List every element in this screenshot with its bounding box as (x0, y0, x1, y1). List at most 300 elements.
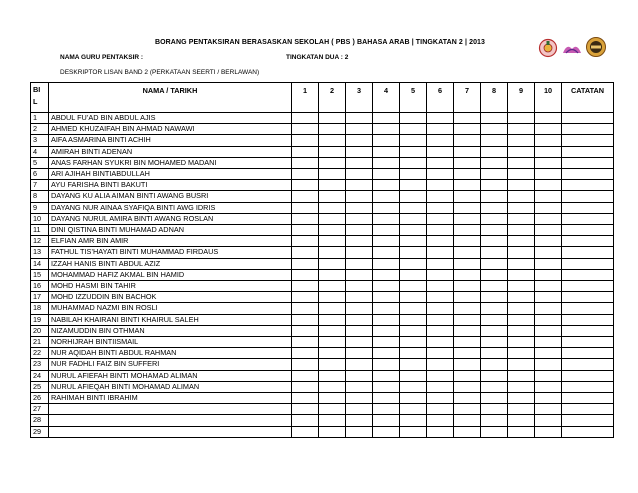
score-cell[interactable] (427, 135, 454, 146)
score-cell[interactable] (508, 381, 535, 392)
notes-cell[interactable] (562, 113, 614, 124)
score-cell[interactable] (535, 258, 562, 269)
score-cell[interactable] (481, 348, 508, 359)
score-cell[interactable] (454, 146, 481, 157)
score-cell[interactable] (319, 281, 346, 292)
score-cell[interactable] (292, 124, 319, 135)
score-cell[interactable] (346, 325, 373, 336)
score-cell[interactable] (400, 281, 427, 292)
notes-cell[interactable] (562, 124, 614, 135)
score-cell[interactable] (508, 404, 535, 415)
score-cell[interactable] (346, 269, 373, 280)
score-cell[interactable] (319, 370, 346, 381)
score-cell[interactable] (508, 415, 535, 426)
score-cell[interactable] (481, 258, 508, 269)
score-cell[interactable] (400, 169, 427, 180)
score-cell[interactable] (373, 393, 400, 404)
notes-cell[interactable] (562, 404, 614, 415)
score-cell[interactable] (292, 157, 319, 168)
notes-cell[interactable] (562, 135, 614, 146)
score-cell[interactable] (535, 359, 562, 370)
notes-cell[interactable] (562, 292, 614, 303)
score-cell[interactable] (346, 146, 373, 157)
notes-cell[interactable] (562, 303, 614, 314)
score-cell[interactable] (535, 247, 562, 258)
score-cell[interactable] (373, 381, 400, 392)
score-cell[interactable] (373, 292, 400, 303)
score-cell[interactable] (427, 169, 454, 180)
score-cell[interactable] (292, 135, 319, 146)
notes-cell[interactable] (562, 169, 614, 180)
score-cell[interactable] (427, 426, 454, 437)
score-cell[interactable] (292, 314, 319, 325)
score-cell[interactable] (400, 348, 427, 359)
score-cell[interactable] (454, 124, 481, 135)
notes-cell[interactable] (562, 225, 614, 236)
score-cell[interactable] (508, 169, 535, 180)
score-cell[interactable] (346, 415, 373, 426)
score-cell[interactable] (373, 191, 400, 202)
score-cell[interactable] (535, 225, 562, 236)
score-cell[interactable] (454, 213, 481, 224)
score-cell[interactable] (535, 426, 562, 437)
notes-cell[interactable] (562, 146, 614, 157)
score-cell[interactable] (535, 337, 562, 348)
score-cell[interactable] (319, 146, 346, 157)
score-cell[interactable] (346, 359, 373, 370)
score-cell[interactable] (292, 404, 319, 415)
score-cell[interactable] (481, 213, 508, 224)
score-cell[interactable] (481, 247, 508, 258)
score-cell[interactable] (373, 359, 400, 370)
score-cell[interactable] (400, 337, 427, 348)
score-cell[interactable] (373, 146, 400, 157)
score-cell[interactable] (292, 146, 319, 157)
score-cell[interactable] (373, 157, 400, 168)
score-cell[interactable] (400, 135, 427, 146)
score-cell[interactable] (400, 415, 427, 426)
score-cell[interactable] (292, 269, 319, 280)
score-cell[interactable] (508, 180, 535, 191)
notes-cell[interactable] (562, 426, 614, 437)
score-cell[interactable] (373, 337, 400, 348)
score-cell[interactable] (373, 135, 400, 146)
score-cell[interactable] (454, 135, 481, 146)
score-cell[interactable] (508, 157, 535, 168)
notes-cell[interactable] (562, 348, 614, 359)
score-cell[interactable] (535, 393, 562, 404)
score-cell[interactable] (319, 135, 346, 146)
score-cell[interactable] (319, 225, 346, 236)
score-cell[interactable] (427, 258, 454, 269)
score-cell[interactable] (427, 393, 454, 404)
score-cell[interactable] (427, 292, 454, 303)
score-cell[interactable] (454, 404, 481, 415)
score-cell[interactable] (346, 370, 373, 381)
notes-cell[interactable] (562, 213, 614, 224)
score-cell[interactable] (454, 393, 481, 404)
score-cell[interactable] (535, 135, 562, 146)
score-cell[interactable] (481, 359, 508, 370)
score-cell[interactable] (454, 258, 481, 269)
score-cell[interactable] (508, 348, 535, 359)
score-cell[interactable] (373, 348, 400, 359)
score-cell[interactable] (319, 202, 346, 213)
score-cell[interactable] (373, 303, 400, 314)
score-cell[interactable] (373, 225, 400, 236)
notes-cell[interactable] (562, 381, 614, 392)
score-cell[interactable] (319, 169, 346, 180)
score-cell[interactable] (454, 303, 481, 314)
score-cell[interactable] (481, 281, 508, 292)
score-cell[interactable] (508, 135, 535, 146)
score-cell[interactable] (535, 202, 562, 213)
score-cell[interactable] (373, 180, 400, 191)
score-cell[interactable] (535, 404, 562, 415)
score-cell[interactable] (346, 180, 373, 191)
notes-cell[interactable] (562, 258, 614, 269)
score-cell[interactable] (400, 213, 427, 224)
score-cell[interactable] (508, 370, 535, 381)
score-cell[interactable] (400, 426, 427, 437)
score-cell[interactable] (427, 370, 454, 381)
score-cell[interactable] (535, 281, 562, 292)
score-cell[interactable] (346, 135, 373, 146)
score-cell[interactable] (319, 269, 346, 280)
score-cell[interactable] (427, 157, 454, 168)
score-cell[interactable] (508, 191, 535, 202)
score-cell[interactable] (508, 146, 535, 157)
score-cell[interactable] (454, 180, 481, 191)
score-cell[interactable] (481, 225, 508, 236)
score-cell[interactable] (427, 415, 454, 426)
score-cell[interactable] (454, 113, 481, 124)
score-cell[interactable] (319, 113, 346, 124)
score-cell[interactable] (481, 370, 508, 381)
score-cell[interactable] (427, 146, 454, 157)
score-cell[interactable] (400, 113, 427, 124)
score-cell[interactable] (400, 314, 427, 325)
score-cell[interactable] (454, 325, 481, 336)
score-cell[interactable] (427, 381, 454, 392)
score-cell[interactable] (427, 191, 454, 202)
score-cell[interactable] (292, 191, 319, 202)
score-cell[interactable] (508, 281, 535, 292)
score-cell[interactable] (427, 337, 454, 348)
score-cell[interactable] (292, 281, 319, 292)
notes-cell[interactable] (562, 247, 614, 258)
score-cell[interactable] (535, 325, 562, 336)
score-cell[interactable] (508, 124, 535, 135)
score-cell[interactable] (319, 258, 346, 269)
score-cell[interactable] (481, 325, 508, 336)
score-cell[interactable] (292, 359, 319, 370)
score-cell[interactable] (454, 348, 481, 359)
score-cell[interactable] (481, 337, 508, 348)
score-cell[interactable] (319, 337, 346, 348)
score-cell[interactable] (292, 303, 319, 314)
score-cell[interactable] (319, 191, 346, 202)
notes-cell[interactable] (562, 281, 614, 292)
score-cell[interactable] (454, 359, 481, 370)
score-cell[interactable] (319, 404, 346, 415)
score-cell[interactable] (373, 281, 400, 292)
score-cell[interactable] (481, 202, 508, 213)
score-cell[interactable] (535, 314, 562, 325)
score-cell[interactable] (535, 370, 562, 381)
score-cell[interactable] (346, 292, 373, 303)
score-cell[interactable] (292, 169, 319, 180)
score-cell[interactable] (508, 426, 535, 437)
score-cell[interactable] (454, 337, 481, 348)
notes-cell[interactable] (562, 337, 614, 348)
score-cell[interactable] (292, 202, 319, 213)
score-cell[interactable] (292, 415, 319, 426)
score-cell[interactable] (373, 370, 400, 381)
score-cell[interactable] (481, 157, 508, 168)
score-cell[interactable] (481, 393, 508, 404)
score-cell[interactable] (454, 169, 481, 180)
notes-cell[interactable] (562, 393, 614, 404)
score-cell[interactable] (400, 370, 427, 381)
score-cell[interactable] (481, 236, 508, 247)
score-cell[interactable] (292, 292, 319, 303)
score-cell[interactable] (481, 314, 508, 325)
score-cell[interactable] (373, 124, 400, 135)
score-cell[interactable] (454, 202, 481, 213)
score-cell[interactable] (427, 213, 454, 224)
score-cell[interactable] (535, 269, 562, 280)
score-cell[interactable] (481, 180, 508, 191)
score-cell[interactable] (481, 292, 508, 303)
score-cell[interactable] (454, 314, 481, 325)
score-cell[interactable] (508, 213, 535, 224)
score-cell[interactable] (319, 359, 346, 370)
score-cell[interactable] (292, 258, 319, 269)
score-cell[interactable] (481, 135, 508, 146)
score-cell[interactable] (373, 269, 400, 280)
notes-cell[interactable] (562, 180, 614, 191)
score-cell[interactable] (508, 303, 535, 314)
score-cell[interactable] (535, 348, 562, 359)
score-cell[interactable] (292, 426, 319, 437)
score-cell[interactable] (400, 258, 427, 269)
score-cell[interactable] (535, 292, 562, 303)
score-cell[interactable] (427, 404, 454, 415)
score-cell[interactable] (292, 247, 319, 258)
score-cell[interactable] (400, 269, 427, 280)
score-cell[interactable] (319, 124, 346, 135)
score-cell[interactable] (481, 169, 508, 180)
score-cell[interactable] (400, 393, 427, 404)
score-cell[interactable] (400, 404, 427, 415)
score-cell[interactable] (454, 281, 481, 292)
score-cell[interactable] (481, 303, 508, 314)
score-cell[interactable] (346, 202, 373, 213)
score-cell[interactable] (535, 146, 562, 157)
score-cell[interactable] (481, 146, 508, 157)
score-cell[interactable] (481, 124, 508, 135)
score-cell[interactable] (481, 269, 508, 280)
score-cell[interactable] (481, 415, 508, 426)
score-cell[interactable] (427, 113, 454, 124)
score-cell[interactable] (535, 191, 562, 202)
score-cell[interactable] (400, 157, 427, 168)
score-cell[interactable] (400, 292, 427, 303)
score-cell[interactable] (508, 113, 535, 124)
score-cell[interactable] (319, 393, 346, 404)
score-cell[interactable] (346, 258, 373, 269)
notes-cell[interactable] (562, 202, 614, 213)
score-cell[interactable] (454, 191, 481, 202)
score-cell[interactable] (427, 225, 454, 236)
score-cell[interactable] (319, 247, 346, 258)
score-cell[interactable] (319, 292, 346, 303)
score-cell[interactable] (292, 236, 319, 247)
score-cell[interactable] (481, 113, 508, 124)
score-cell[interactable] (454, 225, 481, 236)
score-cell[interactable] (373, 325, 400, 336)
score-cell[interactable] (292, 213, 319, 224)
score-cell[interactable] (319, 213, 346, 224)
score-cell[interactable] (400, 236, 427, 247)
score-cell[interactable] (373, 213, 400, 224)
notes-cell[interactable] (562, 359, 614, 370)
score-cell[interactable] (292, 381, 319, 392)
score-cell[interactable] (481, 426, 508, 437)
score-cell[interactable] (346, 124, 373, 135)
score-cell[interactable] (373, 113, 400, 124)
score-cell[interactable] (346, 157, 373, 168)
score-cell[interactable] (373, 415, 400, 426)
score-cell[interactable] (373, 404, 400, 415)
score-cell[interactable] (535, 236, 562, 247)
score-cell[interactable] (535, 415, 562, 426)
score-cell[interactable] (400, 381, 427, 392)
score-cell[interactable] (292, 337, 319, 348)
score-cell[interactable] (508, 247, 535, 258)
score-cell[interactable] (292, 225, 319, 236)
score-cell[interactable] (319, 236, 346, 247)
score-cell[interactable] (508, 292, 535, 303)
score-cell[interactable] (346, 281, 373, 292)
score-cell[interactable] (508, 202, 535, 213)
notes-cell[interactable] (562, 314, 614, 325)
score-cell[interactable] (373, 236, 400, 247)
score-cell[interactable] (346, 169, 373, 180)
score-cell[interactable] (292, 348, 319, 359)
score-cell[interactable] (346, 213, 373, 224)
notes-cell[interactable] (562, 370, 614, 381)
score-cell[interactable] (346, 247, 373, 258)
score-cell[interactable] (535, 157, 562, 168)
score-cell[interactable] (400, 124, 427, 135)
score-cell[interactable] (427, 303, 454, 314)
score-cell[interactable] (508, 258, 535, 269)
score-cell[interactable] (373, 202, 400, 213)
score-cell[interactable] (508, 359, 535, 370)
score-cell[interactable] (535, 169, 562, 180)
score-cell[interactable] (346, 337, 373, 348)
score-cell[interactable] (508, 325, 535, 336)
score-cell[interactable] (427, 236, 454, 247)
score-cell[interactable] (346, 381, 373, 392)
score-cell[interactable] (292, 113, 319, 124)
score-cell[interactable] (319, 426, 346, 437)
score-cell[interactable] (454, 247, 481, 258)
score-cell[interactable] (319, 348, 346, 359)
score-cell[interactable] (400, 180, 427, 191)
score-cell[interactable] (346, 404, 373, 415)
score-cell[interactable] (346, 225, 373, 236)
score-cell[interactable] (427, 359, 454, 370)
score-cell[interactable] (373, 247, 400, 258)
score-cell[interactable] (508, 269, 535, 280)
score-cell[interactable] (427, 269, 454, 280)
score-cell[interactable] (400, 247, 427, 258)
score-cell[interactable] (292, 370, 319, 381)
score-cell[interactable] (454, 381, 481, 392)
score-cell[interactable] (319, 180, 346, 191)
score-cell[interactable] (346, 303, 373, 314)
score-cell[interactable] (481, 381, 508, 392)
score-cell[interactable] (319, 325, 346, 336)
score-cell[interactable] (346, 393, 373, 404)
score-cell[interactable] (454, 426, 481, 437)
score-cell[interactable] (535, 213, 562, 224)
score-cell[interactable] (454, 370, 481, 381)
score-cell[interactable] (319, 303, 346, 314)
score-cell[interactable] (427, 348, 454, 359)
score-cell[interactable] (508, 225, 535, 236)
score-cell[interactable] (400, 225, 427, 236)
score-cell[interactable] (319, 157, 346, 168)
score-cell[interactable] (427, 202, 454, 213)
score-cell[interactable] (319, 381, 346, 392)
notes-cell[interactable] (562, 325, 614, 336)
score-cell[interactable] (400, 359, 427, 370)
score-cell[interactable] (454, 269, 481, 280)
notes-cell[interactable] (562, 269, 614, 280)
score-cell[interactable] (292, 325, 319, 336)
score-cell[interactable] (454, 292, 481, 303)
score-cell[interactable] (427, 314, 454, 325)
score-cell[interactable] (427, 281, 454, 292)
score-cell[interactable] (373, 169, 400, 180)
notes-cell[interactable] (562, 157, 614, 168)
score-cell[interactable] (373, 258, 400, 269)
score-cell[interactable] (535, 113, 562, 124)
score-cell[interactable] (319, 314, 346, 325)
score-cell[interactable] (346, 191, 373, 202)
score-cell[interactable] (292, 180, 319, 191)
score-cell[interactable] (481, 191, 508, 202)
score-cell[interactable] (346, 426, 373, 437)
score-cell[interactable] (319, 415, 346, 426)
score-cell[interactable] (535, 381, 562, 392)
score-cell[interactable] (535, 124, 562, 135)
score-cell[interactable] (508, 337, 535, 348)
score-cell[interactable] (508, 314, 535, 325)
score-cell[interactable] (400, 191, 427, 202)
score-cell[interactable] (346, 236, 373, 247)
score-cell[interactable] (400, 325, 427, 336)
notes-cell[interactable] (562, 415, 614, 426)
score-cell[interactable] (427, 247, 454, 258)
score-cell[interactable] (454, 415, 481, 426)
score-cell[interactable] (454, 236, 481, 247)
score-cell[interactable] (427, 124, 454, 135)
